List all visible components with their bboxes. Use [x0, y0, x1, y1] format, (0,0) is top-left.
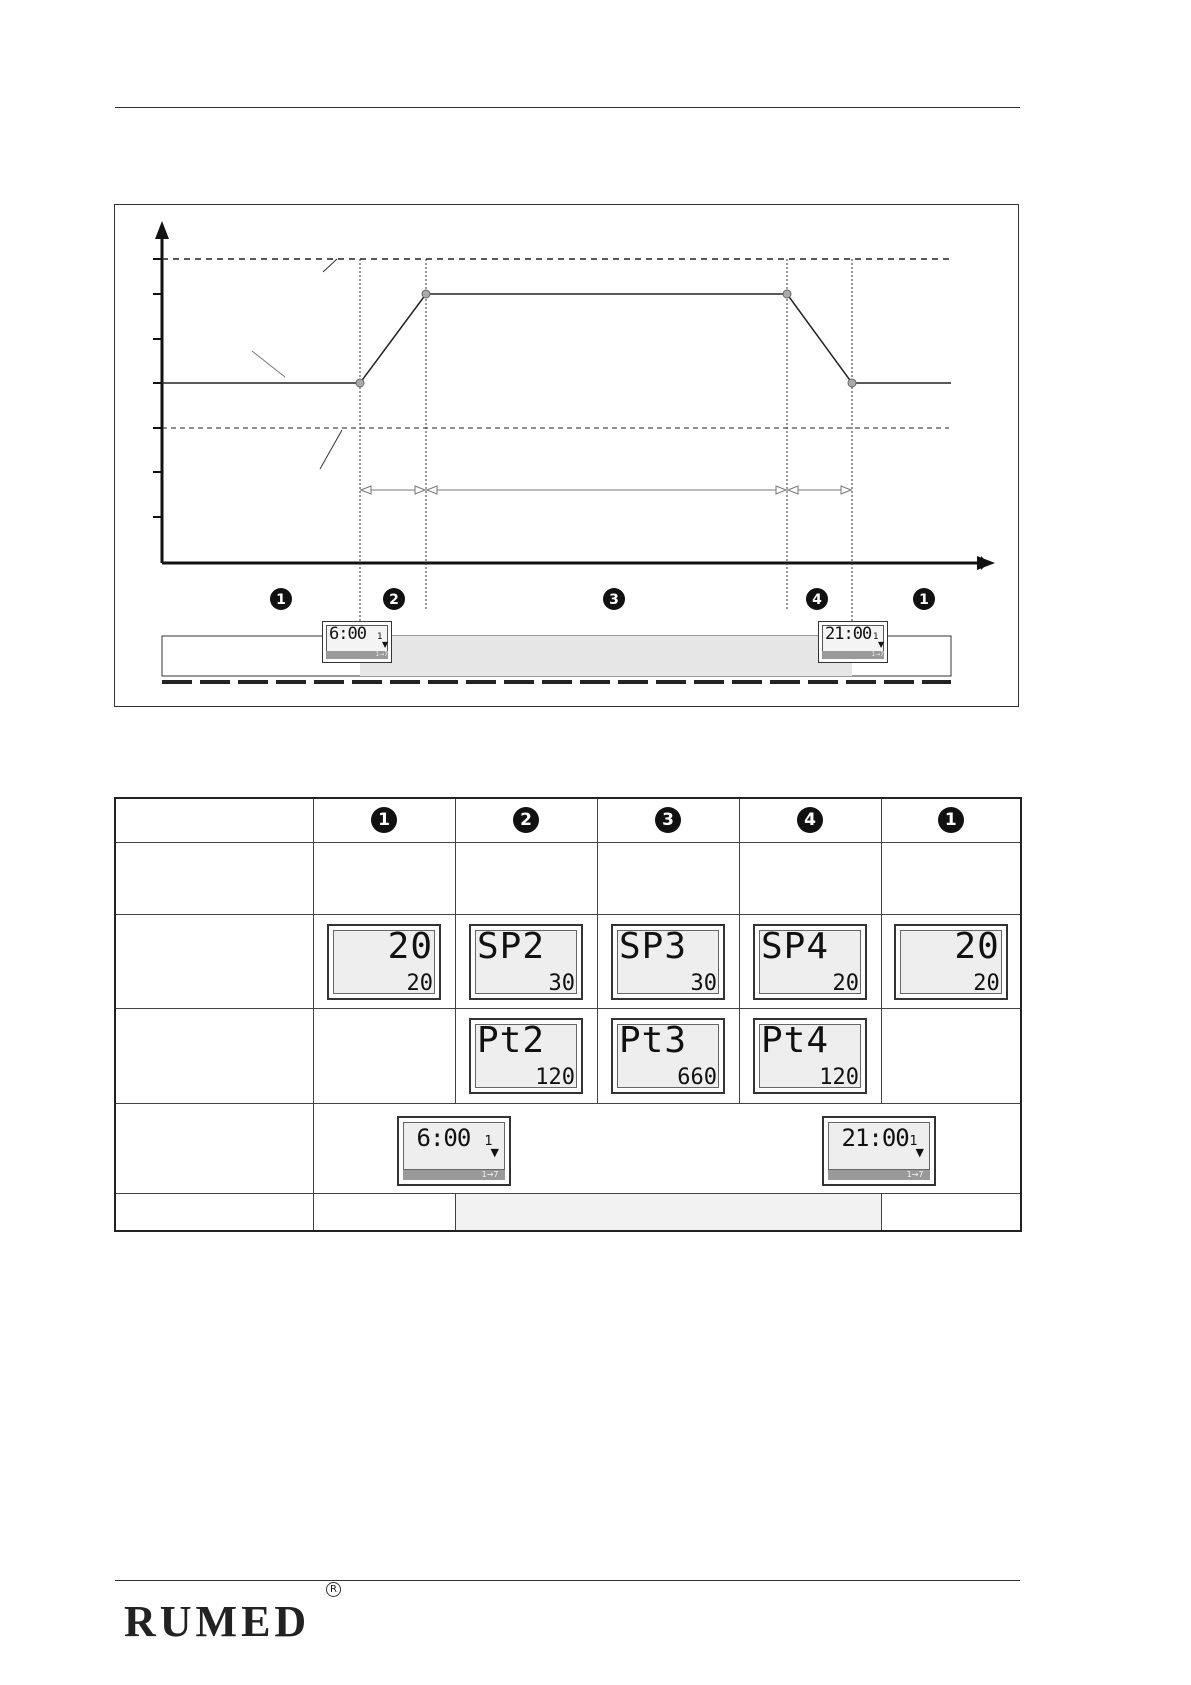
setpoint-leader — [252, 351, 285, 377]
description-row — [115, 842, 1021, 914]
phase-marker-1: 1 — [276, 592, 286, 608]
time-display — [611, 1018, 725, 1094]
timer-active-band — [360, 636, 852, 676]
header-cell-1 — [313, 798, 455, 842]
time-cell — [597, 1009, 739, 1103]
setpoint-display — [327, 924, 441, 1000]
duration-arrows — [360, 486, 852, 494]
state-cell — [313, 1194, 455, 1231]
phase-bullet-1b: 1 — [938, 807, 964, 833]
timer-off-time: 21:00 — [841, 1123, 909, 1152]
desc-cell — [881, 842, 1021, 914]
display-sub: 20 — [406, 970, 433, 996]
x-axis-arrow — [977, 556, 995, 570]
day-tick: 1 — [873, 632, 879, 642]
setpoint-display — [611, 924, 725, 1000]
time-display — [753, 1018, 867, 1094]
profile-points — [356, 290, 856, 387]
down-arrow-icon: ▼ — [878, 640, 885, 649]
down-arrow-icon: ▼ — [490, 1145, 499, 1159]
phase-marker-4: 4 — [812, 592, 822, 608]
row-label — [115, 915, 313, 1009]
profile-point — [848, 379, 856, 387]
y-axis-arrow — [155, 221, 169, 239]
down-arrow-icon: ▼ — [915, 1145, 924, 1159]
profile-point — [356, 379, 364, 387]
timer-on-display-small — [322, 621, 392, 663]
registered-mark: R — [326, 1582, 341, 1597]
rumed-logo: RUMED — [124, 1597, 311, 1646]
time-cell — [881, 1009, 1021, 1103]
time-row — [115, 1009, 1021, 1103]
state-row — [115, 1194, 1021, 1231]
display-sub: 120 — [819, 1065, 859, 1091]
row-label — [115, 1103, 313, 1193]
display-sub: 30 — [548, 970, 575, 996]
desc-cell — [739, 842, 881, 914]
phase-marker-3: 3 — [609, 592, 619, 608]
timer-on-display — [397, 1116, 511, 1186]
phase-bullet-2: 2 — [513, 807, 539, 833]
header-cell-3 — [597, 798, 739, 842]
program-profile-figure — [114, 204, 1019, 707]
lower-limit-leader — [320, 430, 342, 469]
state-active-cell — [455, 1194, 881, 1231]
day-tick: 1 — [484, 1133, 493, 1149]
row-label — [115, 842, 313, 914]
bottom-rule — [115, 1580, 1020, 1581]
display-main: Pt3 — [619, 1020, 688, 1062]
temperature-profile-line — [162, 294, 951, 383]
phase-bullet-3: 3 — [655, 807, 681, 833]
row-label — [115, 1009, 313, 1103]
display-main: SP2 — [477, 925, 546, 967]
time-display — [469, 1018, 583, 1094]
down-arrow-icon: ▼ — [382, 640, 389, 649]
display-main: SP3 — [619, 925, 688, 967]
timer-days: 1→7 — [326, 651, 388, 659]
time-cell — [739, 1009, 881, 1103]
setpoint-display — [753, 924, 867, 1000]
setpoint-cell — [597, 915, 739, 1009]
timer-days: 1→7 — [822, 651, 884, 659]
display-main: 20 — [387, 925, 433, 967]
state-cell — [881, 1194, 1021, 1231]
phase-marker-2: 2 — [389, 592, 399, 608]
setpoint-display — [894, 924, 1008, 1000]
timer-on-time: 6:00 — [329, 624, 366, 644]
profile-point — [422, 290, 430, 298]
display-main: Pt4 — [761, 1020, 830, 1062]
header-cell-2 — [455, 798, 597, 842]
top-rule — [115, 107, 1020, 108]
desc-cell — [313, 842, 455, 914]
timer-cell — [313, 1103, 1021, 1193]
display-sub: 660 — [677, 1065, 717, 1091]
phase-marker-1b: 1 — [919, 592, 929, 608]
timer-off-display — [822, 1116, 936, 1186]
timer-on-time: 6:00 — [416, 1123, 471, 1152]
setpoint-cell — [455, 915, 597, 1009]
timer-row — [115, 1103, 1021, 1193]
day-tick: 1 — [909, 1133, 918, 1149]
display-sub: 30 — [690, 970, 717, 996]
header-row — [115, 798, 1021, 842]
phase-bullet-1: 1 — [371, 807, 397, 833]
header-label-cell — [115, 798, 313, 842]
timer-days: 1→7 — [403, 1170, 505, 1180]
time-cell — [455, 1009, 597, 1103]
setpoint-row — [115, 915, 1021, 1009]
desc-cell — [597, 842, 739, 914]
setpoint-cell — [739, 915, 881, 1009]
upper-limit-leader — [323, 259, 337, 272]
header-cell-4 — [739, 798, 881, 842]
schedule-table — [114, 797, 1022, 1232]
display-main: Pt2 — [477, 1020, 546, 1062]
display-main: SP4 — [761, 925, 830, 967]
row-label — [115, 1194, 313, 1231]
timer-days: 1→7 — [828, 1170, 930, 1180]
time-cell — [313, 1009, 455, 1103]
phase-markers — [270, 588, 935, 610]
display-main: 20 — [954, 925, 1000, 967]
day-tick: 1 — [377, 632, 383, 642]
display-sub: 120 — [535, 1065, 575, 1091]
profile-point — [783, 290, 791, 298]
timer-off-display-small — [818, 621, 888, 663]
setpoint-cell — [881, 915, 1021, 1009]
header-cell-5 — [881, 798, 1021, 842]
desc-cell — [455, 842, 597, 914]
setpoint-cell — [313, 915, 455, 1009]
display-sub: 20 — [973, 970, 1000, 996]
phase-bullet-4: 4 — [797, 807, 823, 833]
setpoint-display — [469, 924, 583, 1000]
display-sub: 20 — [832, 970, 859, 996]
timer-off-time: 21:00 — [825, 624, 872, 644]
